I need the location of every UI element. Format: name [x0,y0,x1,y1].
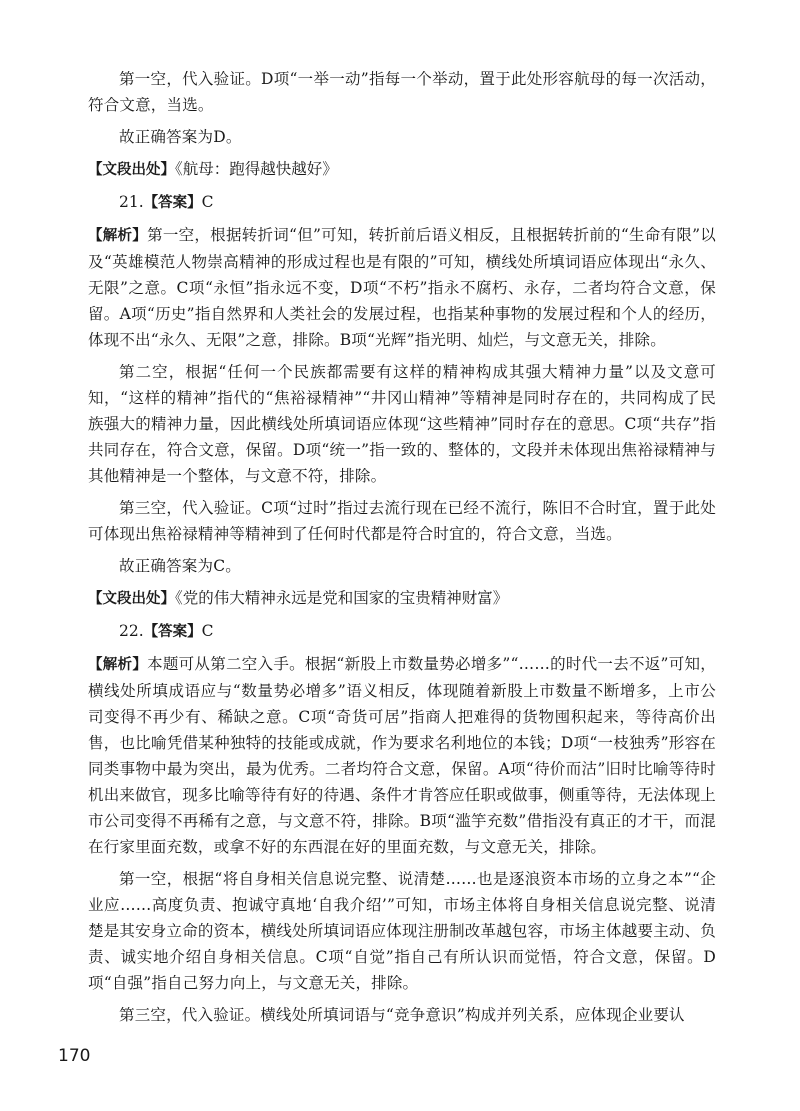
q20-blank3-analysis: 第一空，代入验证。D项“一举一动”指每一个举动，置于此处形容航母的每一次活动，符合文意，当选。 [88,70,716,114]
q21-blank3-analysis: 第三空，代入验证。C项“过时”指过去流行现在已经不流行，陈旧不合时宜，置于此处可体现出焦裕禄精神等精神到了任何时代都是符合时宜的，符合文意，当选。 [88,499,716,543]
q22-blank3-analysis: 第三空，代入验证。横线处所填词语与“竞争意识”构成并列关系，应体现企业要认 [119,1006,685,1024]
source-title: 《航母：跑得越快越好》 [175,160,338,178]
answer-label: 【答案】 [143,624,202,640]
q22-blank2-analysis: 【解析】本题可从第二空入手。根据“新股上市数量势必增多”“……的时代一去不返”可知，横线处所填成语应与“数量势必增多”语义相反，体现随着新股上市数量不断增多，上市公司变得不再少有、稀缺之意。C项“奇货可居”指商人把难得的货物囤积起来，等待高价出售，也比喻凭借某种独特的技能或成就，作为要求名利地位的本钱；D项“一枝独秀”形容在同类事物中最为突出，最为优秀。二者均符合文意，保留。A项“待价而沽”旧时比喻等待时机出来做官，现多比喻等待有好的待遇、条件才肯答应任职或做事，侧重等待，无法体现上市公司变得不再稀有之意，与文意不符，排除。B项“滥竽充数”借指没有真正的才干，而混在行家里面充数，或拿不好的东西混在好的里面充数，与文意无关，排除。 [88,655,717,856]
question-number: 21. [119,193,144,211]
source-title: 《党的伟大精神永远是党和国家的宝贵精神财富》 [175,589,509,607]
page-number: 170 [58,1046,91,1066]
source-label: 【文段出处】 [88,162,175,178]
answer-value: C [201,622,214,640]
answer-value: C [201,193,214,211]
q22-blank1-analysis: 第一空，根据“将自身相关信息说完整、说清楚……也是逐浪资本市场的立身之本”“企业应……高度负责、抱诚守真地‘自我介绍’”可知，市场主体将自身相关信息说完整、说清楚是其安身立命的资本，横线处所填词语应体现注册制改革越包容，市场主体越要主动、负责、诚实地介绍自身相关信息。C项“自觉”指自己有所认识而觉悟，符合文意，保留。D项“自强”指自己努力向上，与文意无关，排除。 [88,870,717,992]
document-page [88,66,716,1034]
q21-answer-line [88,189,716,216]
q21-source [88,585,716,612]
q21-conclusion: 故正确答案为C。 [119,557,241,575]
q21-blank2-analysis: 第二空，根据“任何一个民族都需要有这样的精神构成其强大精神力量”以及文意可知，“这样的精神”指代的“焦裕禄精神”“井冈山精神”等精神是同时存在的，共同构成了民族强大的精神力量，因此横线处所填词语应体现“这些精神”同时存在的意思。C项“共存”指共同存在，符合文意，保留。D项“统一”指一致的、整体的，文段并未体现出焦裕禄精神与其他精神是一个整体，与文意不符，排除。 [88,363,716,485]
q21-blank1-analysis: 【解析】第一空，根据转折词“但”可知，转折前后语义相反，且根据转折前的“生命有限”以及“英雄模范人物崇高精神的形成过程也是有限的”可知，横线处所填词语应体现出“永久、无限”之意。C项“永恒”指永远不变，D项“不朽”指永不腐朽、永存，二者均符合文意，保留。A项“历史”指自然界和人类社会的发展过程，也指某种事物的发展过程和个人的经历，体现不出“永久、无限”之意，排除。B项“光辉”指光明、灿烂，与文意无关，排除。 [88,226,716,349]
question-number: 22. [119,622,144,640]
q22-answer-line [88,618,716,645]
q20-source [88,156,716,183]
source-label: 【文段出处】 [88,591,175,607]
analysis-label: 【解析】 [88,657,148,673]
q20-conclusion: 故正确答案为D。 [119,128,242,146]
answer-label: 【答案】 [143,195,202,211]
analysis-label: 【解析】 [88,228,148,244]
